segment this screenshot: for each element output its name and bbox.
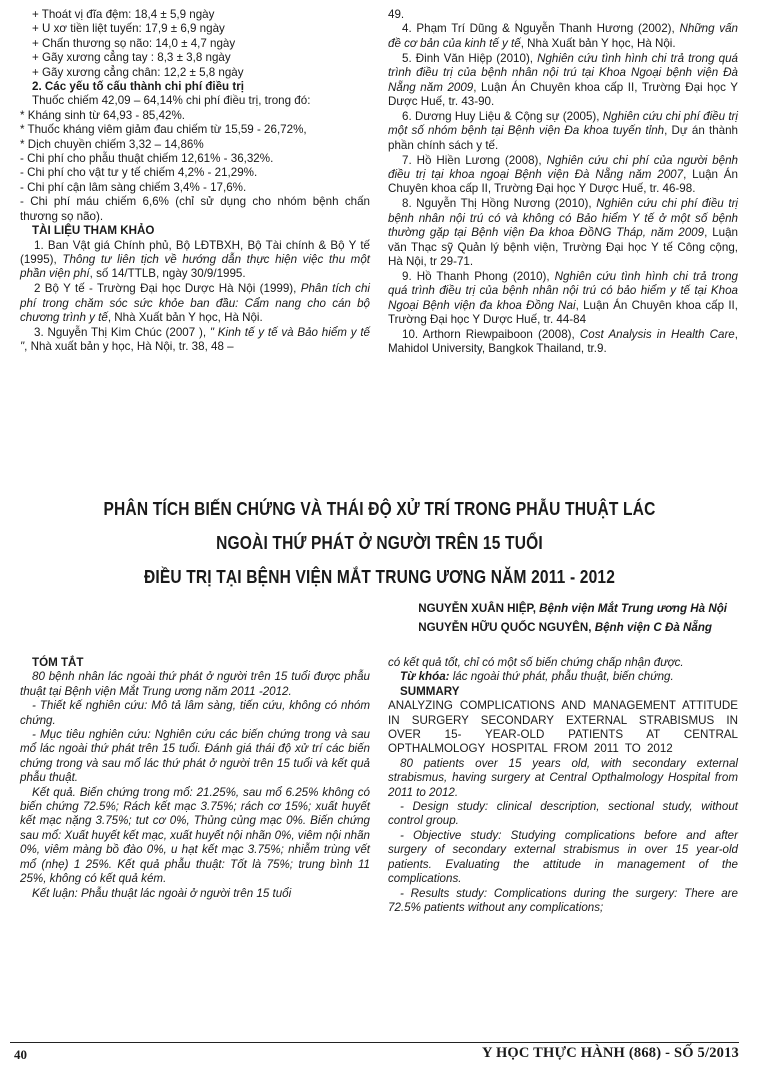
abstract-paragraph: Kết luận: Phẫu thuật lác ngoài ở người trên 15 tuổi	[32, 886, 292, 900]
article-title	[78, 492, 682, 594]
bullet-item: * Kháng sinh từ 64,93 - 85,42%.	[20, 108, 186, 122]
summary-paragraph: - Design study: clinical description, sectional study, without control group.	[388, 800, 738, 828]
summary-paragraph: - Results study: Complications during the surgery: There are 72.5% patients without any complications;	[388, 886, 738, 914]
section-heading: 2. Các yếu tố cấu thành chi phí điều trị	[32, 80, 244, 94]
reference-item: 3. Nguyễn Thị Kim Chúc (2007 ), " Kinh tế y tế và Bảo hiểm y tế ", Nhà xuất bản y học, Hà Nội, tr. 38, 48 –	[20, 325, 370, 354]
reference-item: 10. Arthorn Riewpaiboon (2008), Cost Analysis in Health Care, Mahidol University, Bangkok Thailand, tr.9.	[388, 327, 738, 356]
author-block	[418, 599, 727, 637]
article-title-line: PHÂN TÍCH BIẾN CHỨNG VÀ THÁI ĐỘ XỬ TRÍ TRONG PHẪU THUẬT LÁC	[103, 498, 656, 519]
abstract-paragraph: - Thiết kế nghiên cứu: Mô tả lâm sàng, tiến cứu, không có nhóm chứng.	[20, 699, 370, 727]
abstract-vietnamese	[20, 656, 370, 901]
keywords-text: lác ngoài thứ phát, phẫu thuật, biến chứng.	[452, 670, 674, 684]
author-name: NGUYỄN HỮU QUỐC NGUYÊN,	[418, 621, 595, 634]
author-line	[418, 599, 727, 618]
abstract-paragraph: có kết quả tốt, chỉ có một số biến chứng chấp nhận được.	[388, 656, 684, 669]
author-affiliation: Bệnh viện Mắt Trung ương Hà Nội	[539, 602, 727, 615]
reference-item: 8. Nguyễn Thị Hồng Nương (2010), Nghiên cứu chi phí điều trị bệnh nhân nội trú có và không có Bảo hiểm Y tế ở một số bệnh thường gặp tại Bệnh viện Đa khoa ĐồNG Tháp, năm 2009, Luận văn Thạc sỹ Quản lý bệnh viện, Trường Đại học Y tế Công cộng, Hà Nội, tr 29-71.	[388, 197, 739, 268]
article-title-line: ĐIỀU TRỊ TẠI BỆNH VIỆN MẮT TRUNG ƯƠNG NĂM 2011 - 2012	[143, 566, 616, 587]
author-line	[418, 618, 727, 637]
duration-line: + Gãy xương cẳng chân: 12,2 ± 5,8 ngày	[32, 65, 244, 79]
references-heading: TÀI LIỆU THAM KHẢO	[32, 224, 155, 238]
abstract-paragraph: - Mục tiêu nghiên cứu: Nghiên cứu các biến chứng trong và sau mổ lác ngoài thứ phát trên 15 tuổi. Đánh giá thái độ xử trí các biến chứng trong và sau mổ lác thứ phát ở người trên 15 tuổi và kết quả phẫu thuật.	[20, 728, 370, 785]
reference-item: 2 Bộ Y tế - Trường Đại học Dược Hà Nội (1999), Phân tích chi phí trong chăm sóc sức khỏe ban đầu: Cẩm nang cho cán bộ chương trình y tế, Nhà Xuất bản Y học, Hà Nội.	[20, 282, 371, 325]
footer-rule	[10, 1042, 739, 1043]
duration-line: + Thoát vị đĩa đệm: 18,4 ± 5,9 ngày	[32, 8, 215, 21]
abstract-paragraph: Kết quả. Biến chứng trong mổ: 21.25%, sau mổ 6.25% không có biến chứng 72.5%; Rách kết mạc 3.75%; rách cơ 15%; xuất huyết kết mạc nặng 3.75%; tut cơ 0%, Thủng củng mạc 0%. Biến chứng sau mổ: Xuất huyết kết mạc, xuất huyết nội nhãn 0%, viêm nội nhãn 0%, viêm màng bồ đào 0%, u hạt kết mạc 3.75%; nhiễm trùng vết mổ (nhẹ) 1 25%. Kết quả phẫu thuật: Tốt là 75%; trung bình 11 25%, không có kết quả kém.	[20, 785, 370, 886]
bullet-item: - Chi phí máu chiếm 6,6% (chỉ sử dụng cho nhóm bệnh chấn thương sọ não).	[20, 195, 370, 223]
right-column-top	[388, 8, 738, 357]
abstract-english	[388, 656, 738, 915]
author-name: NGUYỄN XUÂN HIỆP,	[418, 602, 540, 615]
bullet-item: * Dịch chuyền chiếm 3,32 – 14,86%	[20, 137, 204, 151]
bullet-item: - Chi phí cho phẫu thuật chiếm 12,61% - 36,32%.	[20, 152, 274, 166]
reference-item: 4. Phạm Trí Dũng & Nguyễn Thanh Hương (2002), Những vấn đề cơ bản của kinh tế y tế, Nhà Xuất bản Y học, Hà Nội.	[388, 22, 738, 50]
summary-paragraph: - Objective study: Studying complications before and after surgery of secondary external strabismus in over 15 year-old patients. Evaluating the attitude in management of the complications.	[388, 828, 738, 886]
duration-line: + U xơ tiền liệt tuyến: 17,9 ± 6,9 ngày	[32, 22, 225, 36]
article-title-line: NGOÀI THỨ PHÁT Ở NGƯỜI TRÊN 15 TUỔI	[216, 532, 543, 553]
author-affiliation: Bệnh viện C Đà Nẵng	[594, 621, 712, 634]
bullet-item: - Chi phí cận lâm sàng chiếm 3,4% - 17,6%.	[20, 180, 247, 194]
left-column-top	[20, 8, 370, 355]
duration-line: + Chấn thương sọ não: 14,0 ± 4,7 ngày	[32, 36, 236, 50]
section-intro: Thuốc chiếm 42,09 – 64,14% chi phí điều trị, trong đó:	[32, 94, 311, 108]
bullet-item: * Thuốc kháng viêm giảm đau chiếm từ 15,59 - 26,72%,	[20, 123, 307, 137]
keywords-label: Từ khóa:	[400, 670, 453, 684]
reference-item: 9. Hồ Thanh Phong (2010), Nghiên cứu tình hình chi trả trong quá trình điều trị của bệnh nhân nội trú có bảo hiểm y tế tại Khoa Ngoại Bệnh viện đa khoa Đồng Nai, Luận Án Chuyên khoa cấp II, Trường Đại học Y Dược Huế, tr. 44-84	[388, 269, 738, 327]
summary-title: ANALYZING COMPLICATIONS AND MANAGEMENT ATTITUDE IN SURGERY SECONDARY EXTERNAL STRABISMUS IN OVER 15- YEAR-OLD PATIENTS AT CENTRAL OPTHALMOLOGY HOSPITAL FROM 2011 TO 2012	[388, 699, 738, 756]
abstract-heading: TÓM TẮT	[32, 656, 84, 669]
keywords	[388, 670, 738, 684]
reference-item: 1. Ban Vật giá Chính phủ, Bộ LĐTBXH, Bộ Tài chính & Bộ Y tế (1995), Thông tư liên tịch về hướng dẫn thực hiện việc thu một phần viện phí, số 14/TTLB, ngày 30/9/1995.	[20, 238, 370, 281]
journal-footer: Y HỌC THỰC HÀNH (868) - SỐ 5/2013	[482, 1045, 739, 1061]
reference-item: 6. Dương Huy Liệu & Cộng sự (2005), Nghiên cứu chi phí điều trị một số nhóm bệnh tại Bệnh viện Đa khoa tuyến tỉnh, Dự án thành phần chính sách y tế.	[388, 109, 738, 152]
abstract-paragraph: 80 bệnh nhân lác ngoài thứ phát ở người trên 15 tuổi được phẫu thuật tại Bệnh viện Mắt Trung ương năm 2011 -2012.	[20, 670, 370, 698]
page-number: 40	[14, 1047, 27, 1062]
reference-item: 5. Đinh Văn Hiệp (2010), Nghiên cứu tình hình chi trả trong quá trình điều trị của bệnh nhân nội trú tại Khoa Ngoại bệnh viện Đà Nẵng năm 2009, Luận Án Chuyên khoa cấp II, Trường Đại học Y Dược Huế, tr. 43-90.	[388, 51, 739, 108]
reference-continuation: 49.	[388, 8, 405, 21]
duration-line: + Gãy xương cẳng tay : 8,3 ± 3,8 ngày	[32, 51, 231, 65]
summary-heading: SUMMARY	[400, 684, 460, 698]
summary-paragraph: 80 patients over 15 years old, with secondary external strabismus, having surgery at Central Opthalmology Hospital from 2011 to 2012.	[388, 756, 738, 799]
bullet-item: - Chi phí cho vật tư y tế chiếm 4,2% - 21,29%.	[20, 166, 258, 180]
reference-item: 7. Hồ Hiền Lương (2008), Nghiên cứu chi phí của người bệnh điều trị tại khoa ngoại Bệnh viện Đà Nẵng năm 2007, Luận Án Chuyên khoa cấp II, Trường Đại học Y Dược Huế, tr. 46-98.	[388, 153, 738, 196]
